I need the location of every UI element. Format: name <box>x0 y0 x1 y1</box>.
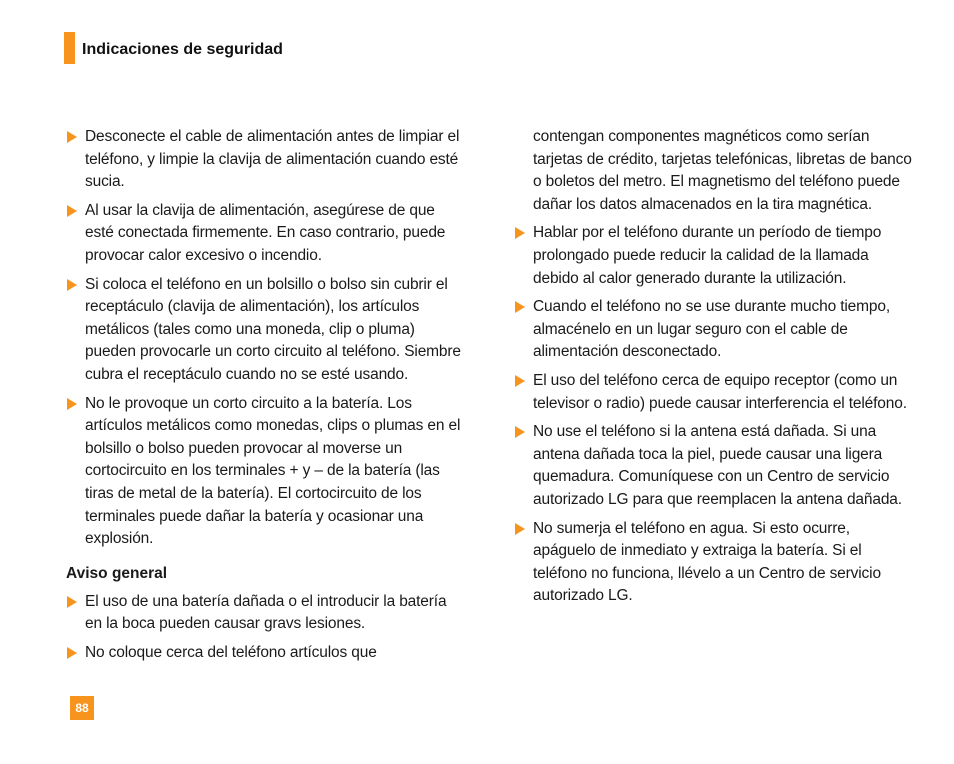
list-item <box>66 591 466 636</box>
list-item-continuation <box>514 126 914 216</box>
triangle-bullet-icon <box>67 205 77 217</box>
triangle-bullet-icon <box>67 398 77 410</box>
section-heading: Aviso general <box>66 564 168 582</box>
list-item-text: No sumerja el teléfono en agua. Si esto ocurre, apáguelo de inmediato y extraiga la batería. Si el teléfono no funciona, llévelo a un Centro de servicio autorizado LG. <box>533 519 881 605</box>
list-item-text: Si coloca el teléfono en un bolsillo o bolso sin cubrir el receptáculo (clavija de alimentación), los artículos metálicos (tales como una moneda, clip o pluma) pueden provocarle un corto circuito al teléfono. Siembre cubra el receptáculo cuando no se esté usando. <box>85 275 461 383</box>
list-item-text: Desconecte el cable de alimentación antes de limpiar el teléfono, y limpie la clavija de alimentación cuando esté sucia. <box>85 128 460 191</box>
list-item-text: El uso de una batería dañada o el introducir la batería en la boca pueden causar gravs lesiones. <box>85 592 447 633</box>
triangle-bullet-icon <box>67 596 77 608</box>
triangle-bullet-icon <box>515 227 525 239</box>
list-item <box>66 393 466 551</box>
list-item <box>66 126 466 194</box>
list-item <box>514 421 914 511</box>
list-item-text: Cuando el teléfono no se use durante mucho tiempo, almacénelo en un lugar seguro con el cable de alimentación desconectado. <box>533 298 890 361</box>
left-column <box>66 126 466 670</box>
list-item-text: No coloque cerca del teléfono artículos que <box>85 643 377 661</box>
list-item <box>66 642 466 665</box>
list-item <box>514 222 914 290</box>
list-item <box>514 518 914 608</box>
right-column <box>514 126 914 614</box>
list-item <box>66 274 466 387</box>
triangle-bullet-icon <box>515 301 525 313</box>
list-item-text: No use el teléfono si la antena está dañada. Si una antena dañada toca la piel, puede causar una ligera quemadura. Comuníquese con un Centro de servicio autorizado LG para que reemplacen la antena dañada. <box>533 423 902 508</box>
list-item-text: contengan componentes magnéticos como serían tarjetas de crédito, tarjetas telefónicas, libretas de banco o boletos del metro. El magnetismo del teléfono puede dañar los datos almacenados en la tira magnética. <box>533 128 912 213</box>
list-item <box>514 370 914 415</box>
list-item <box>514 296 914 364</box>
list-item-text: Al usar la clavija de alimentación, asegúrese de que esté conectada firmemente. En caso contrario, puede provocar calor excesivo o incendio. <box>85 201 446 264</box>
list-item-text: El uso del teléfono cerca de equipo receptor (como un televisor o radio) puede causar interferencia el teléfono. <box>533 371 907 412</box>
page-title: Indicaciones de seguridad <box>82 41 283 58</box>
triangle-bullet-icon <box>67 279 77 291</box>
triangle-bullet-icon <box>515 375 525 387</box>
triangle-bullet-icon <box>67 647 77 659</box>
list-item-text: Hablar por el teléfono durante un período de tiempo prolongado puede reducir la calidad de la llamada debido al calor generado durante la utilización. <box>533 224 882 287</box>
triangle-bullet-icon <box>515 426 525 438</box>
triangle-bullet-icon <box>67 131 77 143</box>
list-item <box>66 200 466 268</box>
triangle-bullet-icon <box>515 523 525 535</box>
header-accent-bar <box>64 32 75 64</box>
list-item-text: No le provoque un corto circuito a la batería. Los artículos metálicos como monedas, clips o plumas en el bolsillo o bolso pueden provocar al moverse un cortocircuito en los terminales + y – de la batería (las tiras de metal de la batería). El cortocircuito de los terminales puede dañar la batería y ocasionar una explosión. <box>85 394 461 548</box>
page-number: 88 <box>70 696 94 720</box>
